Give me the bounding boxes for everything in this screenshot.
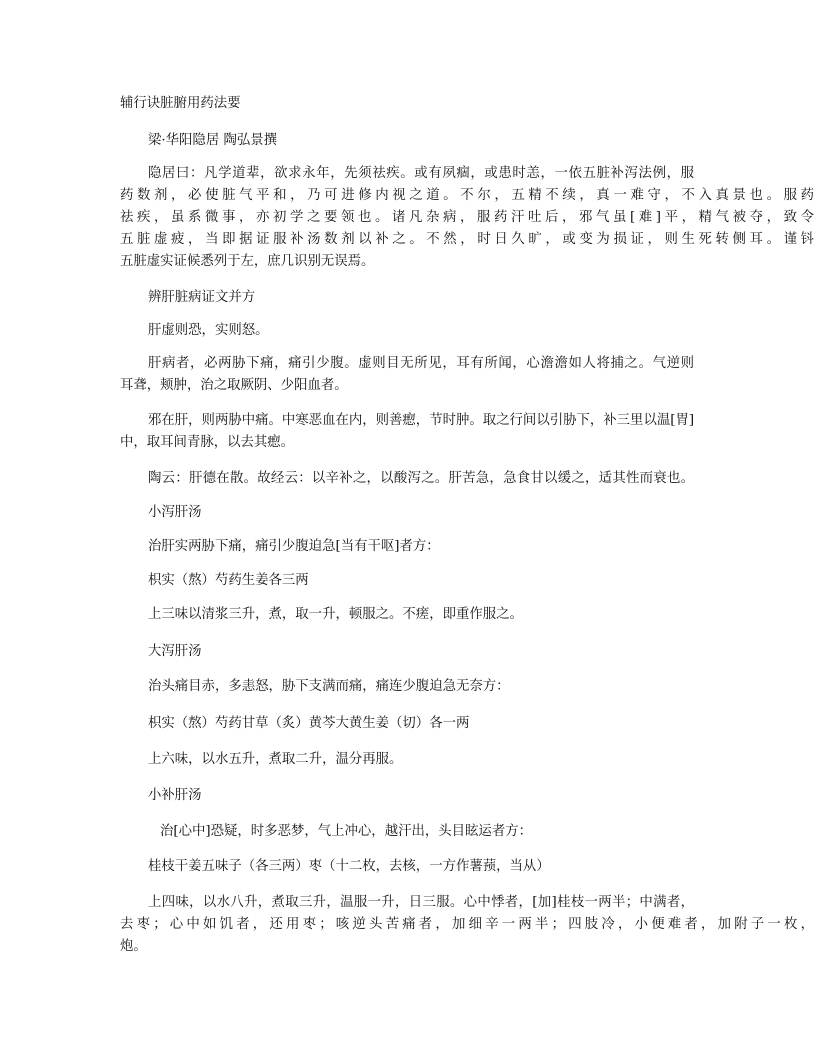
- intro-line: 药数剂，必使脏气平和，乃可进修内视之道。不尔，五精不续，真一难守，不入真景也。服药: [120, 188, 814, 203]
- formula-name: 小补肝汤: [148, 788, 202, 803]
- document-title: 辅行诀脏腑用药法要: [120, 96, 241, 111]
- summary-line: 肝虚则恐，实则怒。: [148, 323, 269, 338]
- tao-quote: 陶云：肝德在散。故经云：以辛补之，以酸泻之。肝苦急，急食甘以缓之，适其性而衰也。: [148, 471, 694, 486]
- section-heading: 辨肝脏病证文并方: [148, 290, 256, 305]
- formula-method-line: 炮。: [120, 939, 147, 954]
- treatment-line: 邪在肝，则两胁中痛。中寒恶血在内，则善瘛，节时肿。取之行间以引胁下，补三里以温[胃]: [148, 413, 694, 428]
- symptoms-line: 耳聋，颊肿，治之取厥阴、少阳血者。: [120, 378, 348, 393]
- formula-indication: 治[心中]恐疑，时多恶梦，气上冲心，越汗出，头目眩运者方：: [160, 824, 532, 839]
- intro-line: 五脏虚实证候悉列于左，庶几识别无误焉。: [120, 254, 375, 269]
- formula-method-line: 上四味，以水八升，煮取三升，温服一升，日三服。心中悸者，[加]桂枝一两半；中满者，: [148, 895, 694, 910]
- formula-method-line: 去枣；心中如饥者，还用枣；咳逆头苦痛者，加细辛一两半；四肢冷，小便难者，加附子一枚，: [120, 917, 814, 932]
- formula-ingredients: 桂枝干姜五味子（各三两）枣（十二枚，去核，一方作薯蓣，当从）: [148, 859, 550, 874]
- treatment-line: 中，取耳间青脉，以去其瘛。: [120, 435, 295, 450]
- author-line: 梁·华阳隐居 陶弘景撰: [148, 133, 278, 148]
- intro-line: 五脏虚疲，当即据证服补汤数剂以补之。不然，时日久旷，或变为损证，则生死转侧耳。谨钭: [120, 232, 814, 247]
- formula-indication: 治肝实两胁下痛，痛引少腹迫急[当有干呕]者方：: [148, 539, 440, 554]
- formula-indication: 治头痛目赤，多恚怒，胁下支满而痛，痛连少腹迫急无奈方：: [148, 679, 510, 694]
- formula-method: 上六味，以水五升，煮取二升，温分再服。: [148, 752, 403, 767]
- formula-ingredients: 枳实（熬）芍药生姜各三两: [148, 573, 309, 588]
- intro-line: 隐居曰：凡学道辈，欲求永年，先须祛疾。或有夙痼，或患时恙，一依五脏补泻法例，服: [148, 166, 694, 181]
- formula-ingredients: 枳实（熬）芍药甘草（炙）黄芩大黄生姜（切）各一两: [148, 716, 470, 731]
- formula-name: 小泻肝汤: [148, 505, 202, 520]
- formula-name: 大泻肝汤: [148, 644, 202, 659]
- formula-method: 上三味以清浆三升，煮，取一升，顿服之。不瘥，即重作服之。: [148, 607, 523, 622]
- intro-line: 祛疾，虽系微事，亦初学之要领也。诸凡杂病，服药汗吐后，邪气虽[难]平，精气被夺，致令: [120, 210, 814, 225]
- symptoms-line: 肝病者，必两胁下痛，痛引少腹。虚则目无所见，耳有所闻，心澹澹如人将捕之。气逆则: [148, 356, 694, 371]
